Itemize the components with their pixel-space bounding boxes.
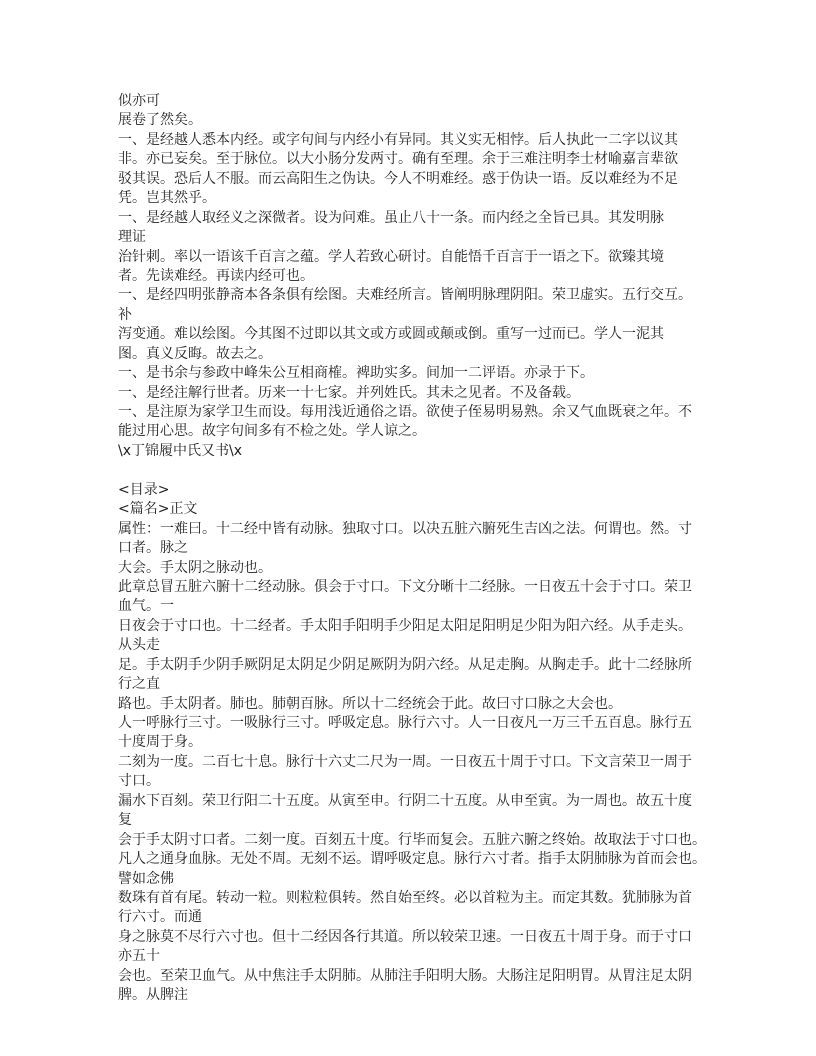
text-line: 日夜会于寸口也。十二经者。手太阳手阳明手少阳足太阳足阳明足少阳为阳六经。从手走头。 bbox=[118, 617, 692, 634]
text-line: 展卷了然矣。 bbox=[118, 112, 202, 129]
blank-line bbox=[118, 461, 718, 480]
text-line: 二刻为一度。二百七十息。脉行十六丈二尺为一周。一日夜五十周于寸口。下文言荣卫一周于 bbox=[118, 753, 692, 770]
text-line: 亦五十 bbox=[118, 948, 160, 965]
text-line: 补 bbox=[118, 306, 132, 323]
text-line: 一、是经越人取经义之深微者。设为问难。虽止八十一条。而内经之全旨已具。其发明脉 bbox=[118, 209, 664, 226]
text-line: 大会。手太阴之脉动也。 bbox=[118, 559, 272, 576]
text-line: <目录> bbox=[118, 481, 170, 498]
text-line: 人一呼脉行三寸。一吸脉行三寸。呼吸定息。脉行六寸。人一日夜凡一万三千五百息。脉行五 bbox=[118, 715, 692, 731]
text-line: 驳其误。恐后人不服。而云高阳生之伪诀。今人不明难经。惑于伪诀一语。反以难经为不足 bbox=[118, 170, 678, 187]
text-line: 一、是注原为家学卫生而设。每用浅近通俗之语。欲使子侄易明易熟。余又气血既衰之年。不 bbox=[118, 404, 692, 420]
text-line: 会也。至荣卫血气。从中焦注手太阴肺。从肺注手阳明大肠。大肠注足阳明胃。从胃注足太阴 bbox=[118, 967, 692, 984]
text-line: 漏水下百刻。荣卫行阳二十五度。从寅至申。行阴二十五度。从申至寅。为一周也。故五十度 bbox=[118, 792, 692, 809]
text-line: 凡人之通身血脉。无处不周。无刻不运。谓呼吸定息。脉行六寸者。指手太阴肺脉为首而会也。 bbox=[118, 851, 706, 868]
text-line: 一、是经注解行世者。历来一十七家。并列姓氏。其未之见者。不及备载。 bbox=[118, 384, 580, 401]
text-line: 会于手太阴寸口者。二刻一度。百刻五十度。行毕而复会。五脏六腑之终始。故取法于寸口也。 bbox=[118, 831, 706, 848]
text-line: 数珠有首有尾。转动一粒。则粒粒俱转。然自始至终。必以首粒为主。而定其数。犹肺脉为首 bbox=[118, 889, 692, 906]
text-line: 复 bbox=[118, 812, 132, 829]
text-line: 路也。手太阴者。肺也。肺朝百脉。所以十二经统会于此。故曰寸口脉之大会也。 bbox=[118, 695, 622, 712]
text-line: 凭。岂其然乎。 bbox=[118, 190, 216, 207]
text-line: <篇名>正文 bbox=[118, 501, 198, 518]
text-line: 理证 bbox=[118, 229, 146, 246]
text-line: 血气。一 bbox=[118, 598, 174, 615]
text-line: 此章总冒五脏六腑十二经动脉。俱会于寸口。下文分晰十二经脉。一日夜五十会于寸口。荣卫 bbox=[118, 578, 692, 595]
text-line: 脾。从脾注 bbox=[118, 987, 188, 1004]
text-line: 似亦可 bbox=[118, 93, 160, 109]
text-line: 非。亦已妄矣。至于脉位。以大小肠分发两寸。确有至理。余于三难注明李士材喻嘉言辈欲 bbox=[118, 151, 678, 168]
text-line: 行之直 bbox=[118, 676, 160, 693]
text-line: 属性：一难曰。十二经中皆有动脉。独取寸口。以决五脏六腑死生吉凶之法。何谓也。然。寸 bbox=[118, 520, 692, 537]
text-line: 十度周于身。 bbox=[118, 734, 202, 751]
text-line: 一、是书余与参政中峰朱公互相商榷。裨助实多。间加一二评语。亦录于下。 bbox=[118, 365, 594, 382]
text-line: 治针刺。率以一语该千百言之蕴。学人若致心研讨。自能悟千百言于一语之下。欲臻其境 bbox=[118, 248, 664, 265]
text-line: 泻变通。难以绘图。今其图不过即以其文或方或圆或颠或倒。重写一过而已。学人一泥其 bbox=[118, 326, 664, 343]
document-page bbox=[118, 92, 718, 1006]
text-line: 一、是经四明张静斋本各条俱有绘图。夫难经所言。皆阐明脉理阴阳。荣卫虚实。五行交互。 bbox=[118, 287, 692, 304]
text-line: 譬如念佛 bbox=[118, 870, 174, 887]
text-line: 行六寸。而通 bbox=[118, 909, 202, 926]
text-line: 身之脉莫不尽行六寸也。但十二经因各行其道。所以较荣卫速。一日夜五十周于身。而于寸口 bbox=[118, 928, 692, 945]
text-line: \x丁锦履中氏又书\x bbox=[118, 442, 243, 459]
text-line: 图。真义反晦。故去之。 bbox=[118, 345, 272, 362]
text-line: 一、是经越人悉本内经。或字句间与内经小有异同。其义实无相悖。后人执此一二字以议其 bbox=[118, 131, 678, 148]
text-line: 从头走 bbox=[118, 637, 160, 654]
text-line: 寸口。 bbox=[118, 773, 160, 790]
text-line: 口者。脉之 bbox=[118, 540, 188, 557]
text-line: 能过用心思。故字句间多有不检之处。学人谅之。 bbox=[118, 423, 426, 440]
text-line: 足。手太阴手少阴手厥阴足太阴足少阴足厥阴为阴六经。从足走胸。从胸走手。此十二经脉所 bbox=[118, 656, 692, 673]
text-line: 者。先读难经。再读内经可也。 bbox=[118, 267, 314, 284]
